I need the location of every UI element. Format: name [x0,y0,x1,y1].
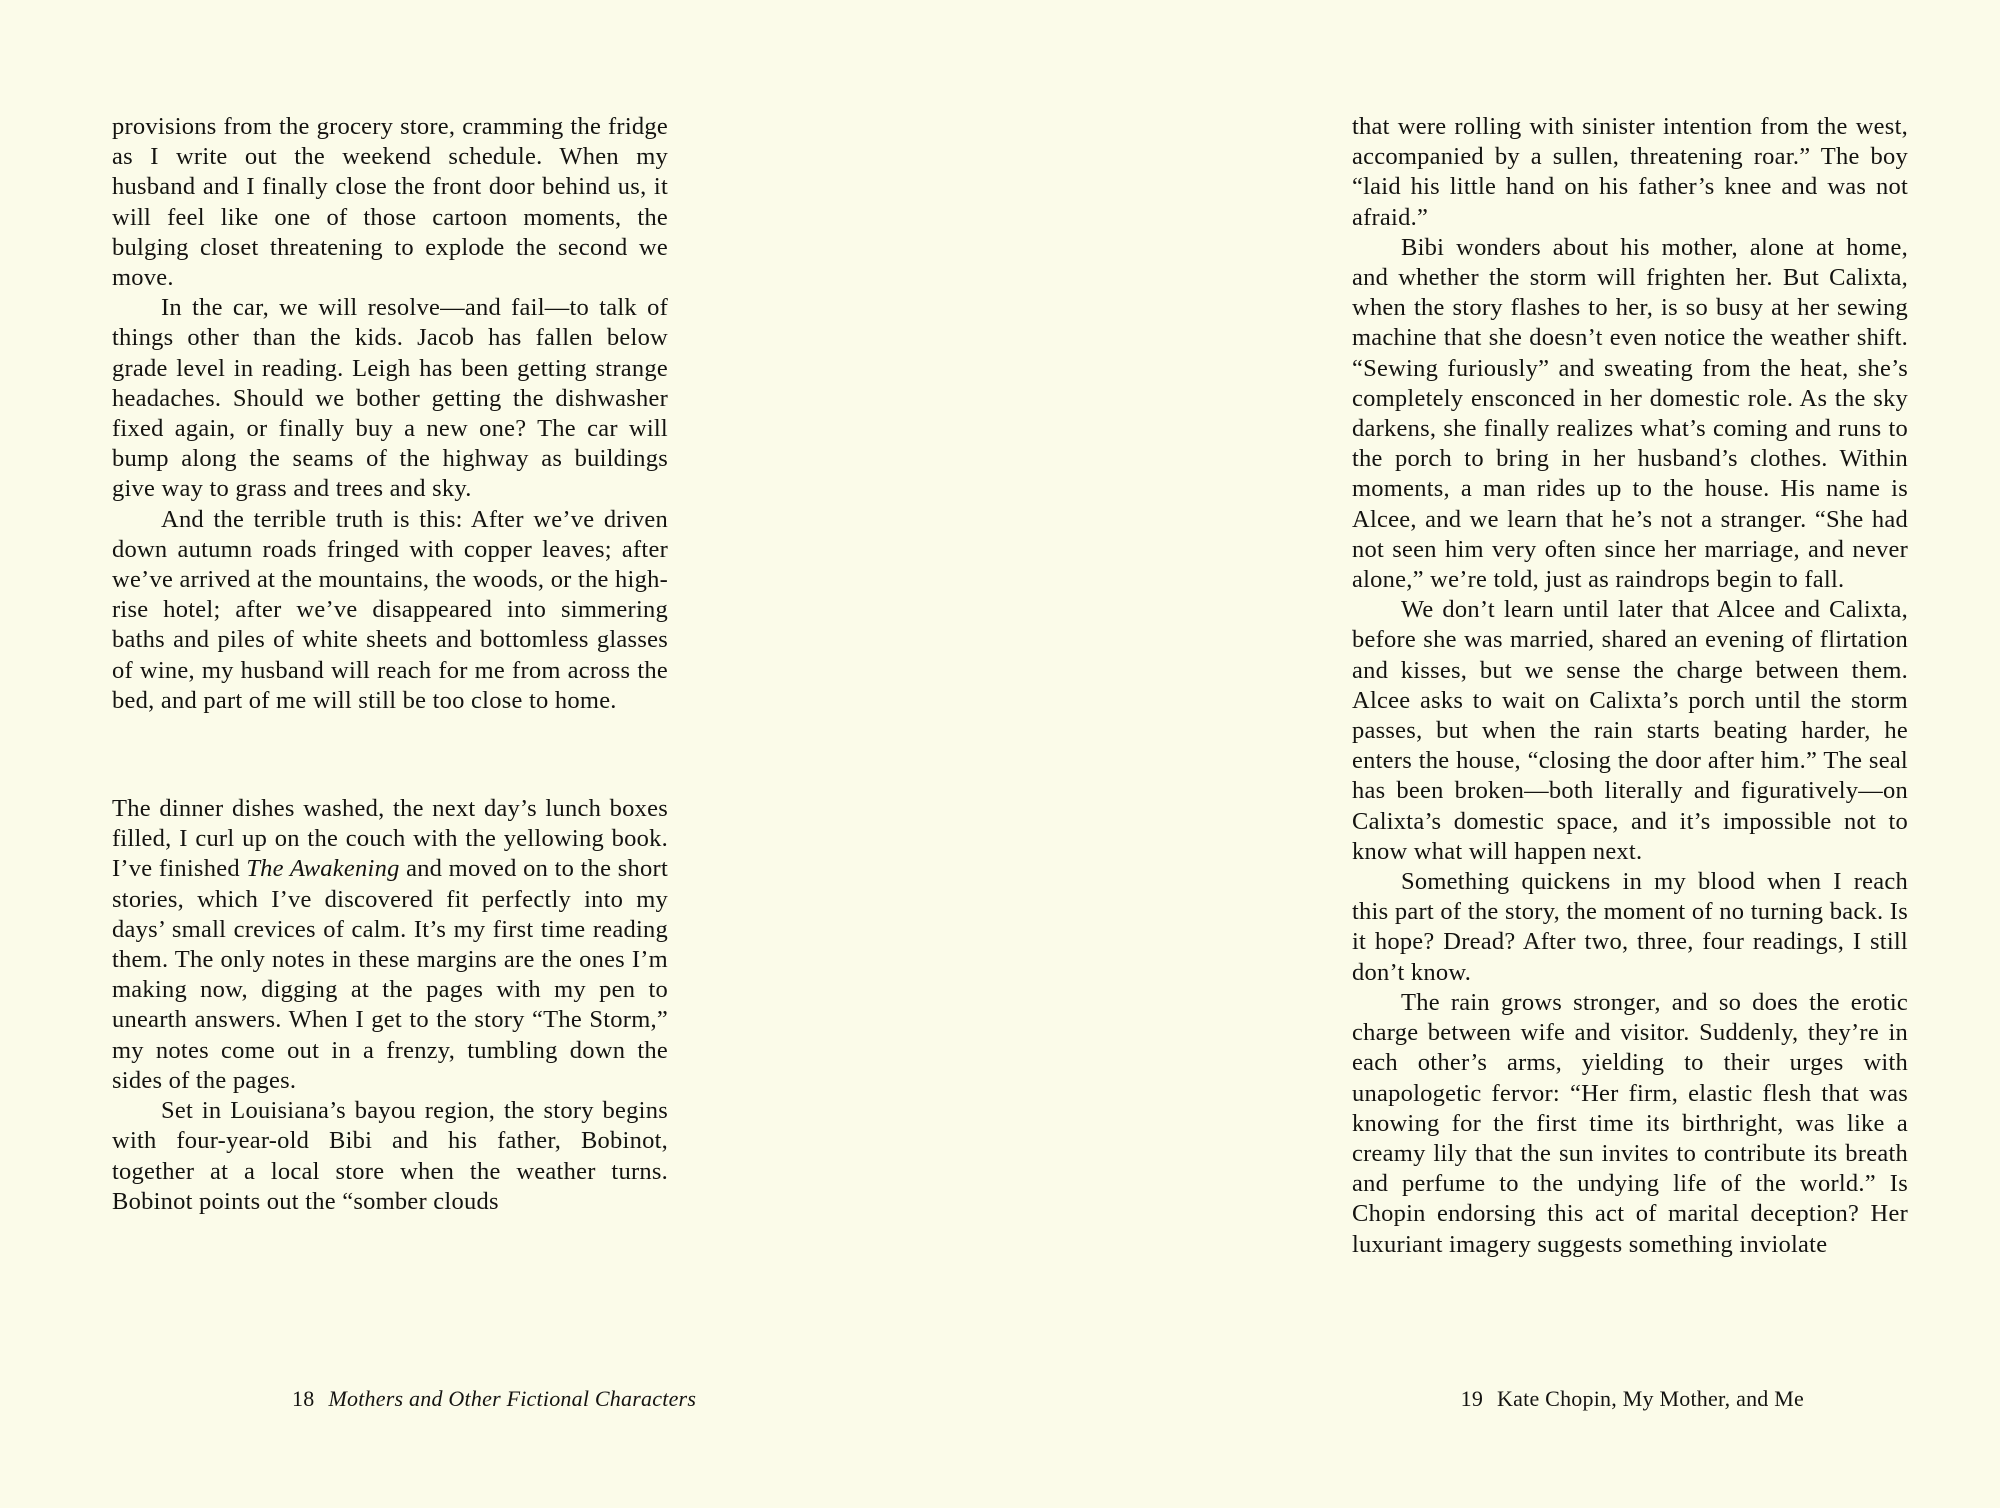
paragraph-with-italic-title [112,794,668,1096]
folio-left [292,1386,696,1412]
book-title-the-awakening: The Awakening [246,855,400,883]
left-page-textblock [112,112,668,1217]
paragraph: Set in Louisiana’s bayou region, the story begins with four-year-old Bibi and his father, Bobinot, together at a local store when the weather turns. Bobinot points out the “somber clouds [112,1097,668,1215]
paragraph: Bibi wonders about his mother, alone at home, and whether the storm will frighten her. But Calixta, when the story flashes to her, is so busy at her sewing machine that she doesn’t even notice the weather shift. “Sewing furiously” and sweating from the heat, she’s completely ensconced in her domestic role. As the sky darkens, she finally realizes what’s coming and runs to the porch to bring in her husband’s clothes. Within moments, a man rides up to the house. His name is Alcee, and we learn that he’s not a stranger. “She had not seen him very often since her marriage, and never alone,” we’re told, just as raindrops begin to fall. [1352,233,1908,594]
scene-break [112,716,668,794]
page-number: 19 [1460,1386,1484,1411]
paragraph: Something quickens in my blood when I reach this part of the story, the moment of no turning back. Is it hope? Dread? After two, three, four readings, I still don’t know. [1352,868,1908,986]
paragraph: And the terrible truth is this: After we’ve driven down autumn roads fringed with copper leaves; after we’ve arrived at the mountains, the woods, or the high-rise hotel; after we’ve disappeared into simmering baths and piles of white sheets and bottomless glasses of wine, my husband will reach for me from across the bed, and part of me will still be too close to home. [112,505,668,714]
folio-right [1461,1386,1804,1412]
paragraph: We don’t learn until later that Alcee and Calixta, before she was married, shared an evening of flirtation and kisses, but we sense the charge between them. Alcee asks to wait on Calixta’s porch until the storm passes, but when the rain starts beating harder, he enters the house, “closing the door after him.” The seal has been broken—both literally and figuratively—on Calixta’s domestic space, and it’s impossible not to know what will happen next. [1352,596,1908,865]
right-page-textblock [1352,112,1908,1260]
book-title: Mothers and Other Fictional Characters [328,1386,697,1411]
paragraph-segment-text: and moved on to the short stories, which I’ve discovered fit perfectly into my days’ small crevices of calm. It’s my first time reading them. The only notes in these margins are the ones I’m making now, digging at the pages with my pen to unearth answers. When I get to the story “The Storm,” my notes come out in a frenzy, tumbling down the sides of the pages. [112,855,668,1094]
paragraph-segment-text: The dinner dishes washed, the next day’s lunch boxes filled, I curl up on the couch with the yellowing book. I’ve finished [112,795,668,883]
running-head: Kate Chopin, My Mother, and Me [1497,1386,1804,1411]
paragraph: The rain grows stronger, and so does the erotic charge between wife and visitor. Suddenly, they’re in each other’s arms, yielding to their urges with unapologetic fervor: “Her firm, elastic flesh that was knowing for the first time its birthright, was like a creamy lily that the sun invites to contribute its breath and perfume to the undying life of the world.” Is Chopin endorsing this act of marital deception? Her luxuriant imagery suggests something inviolate [1352,988,1908,1258]
paragraph: that were rolling with sinister intention from the west, accompanied by a sullen, threatening roar.” The boy “laid his little hand on his father’s knee and was not afraid.” [1352,113,1908,231]
right-page [1000,0,2000,1508]
page-number: 18 [292,1386,315,1411]
paragraph: In the car, we will resolve—and fail—to talk of things other than the kids. Jacob has fallen below grade level in reading. Leigh has been getting strange headaches. Should we bother getting the dishwasher fixed again, or finally buy a new one? The car will bump along the seams of the highway as buildings give way to grass and trees and sky. [112,294,668,503]
paragraph: provisions from the grocery store, cramming the fridge as I write out the weekend schedule. When my husband and I finally close the front door behind us, it will feel like one of those cartoon moments, the bulging closet threatening to explode the second we move. [112,113,668,292]
